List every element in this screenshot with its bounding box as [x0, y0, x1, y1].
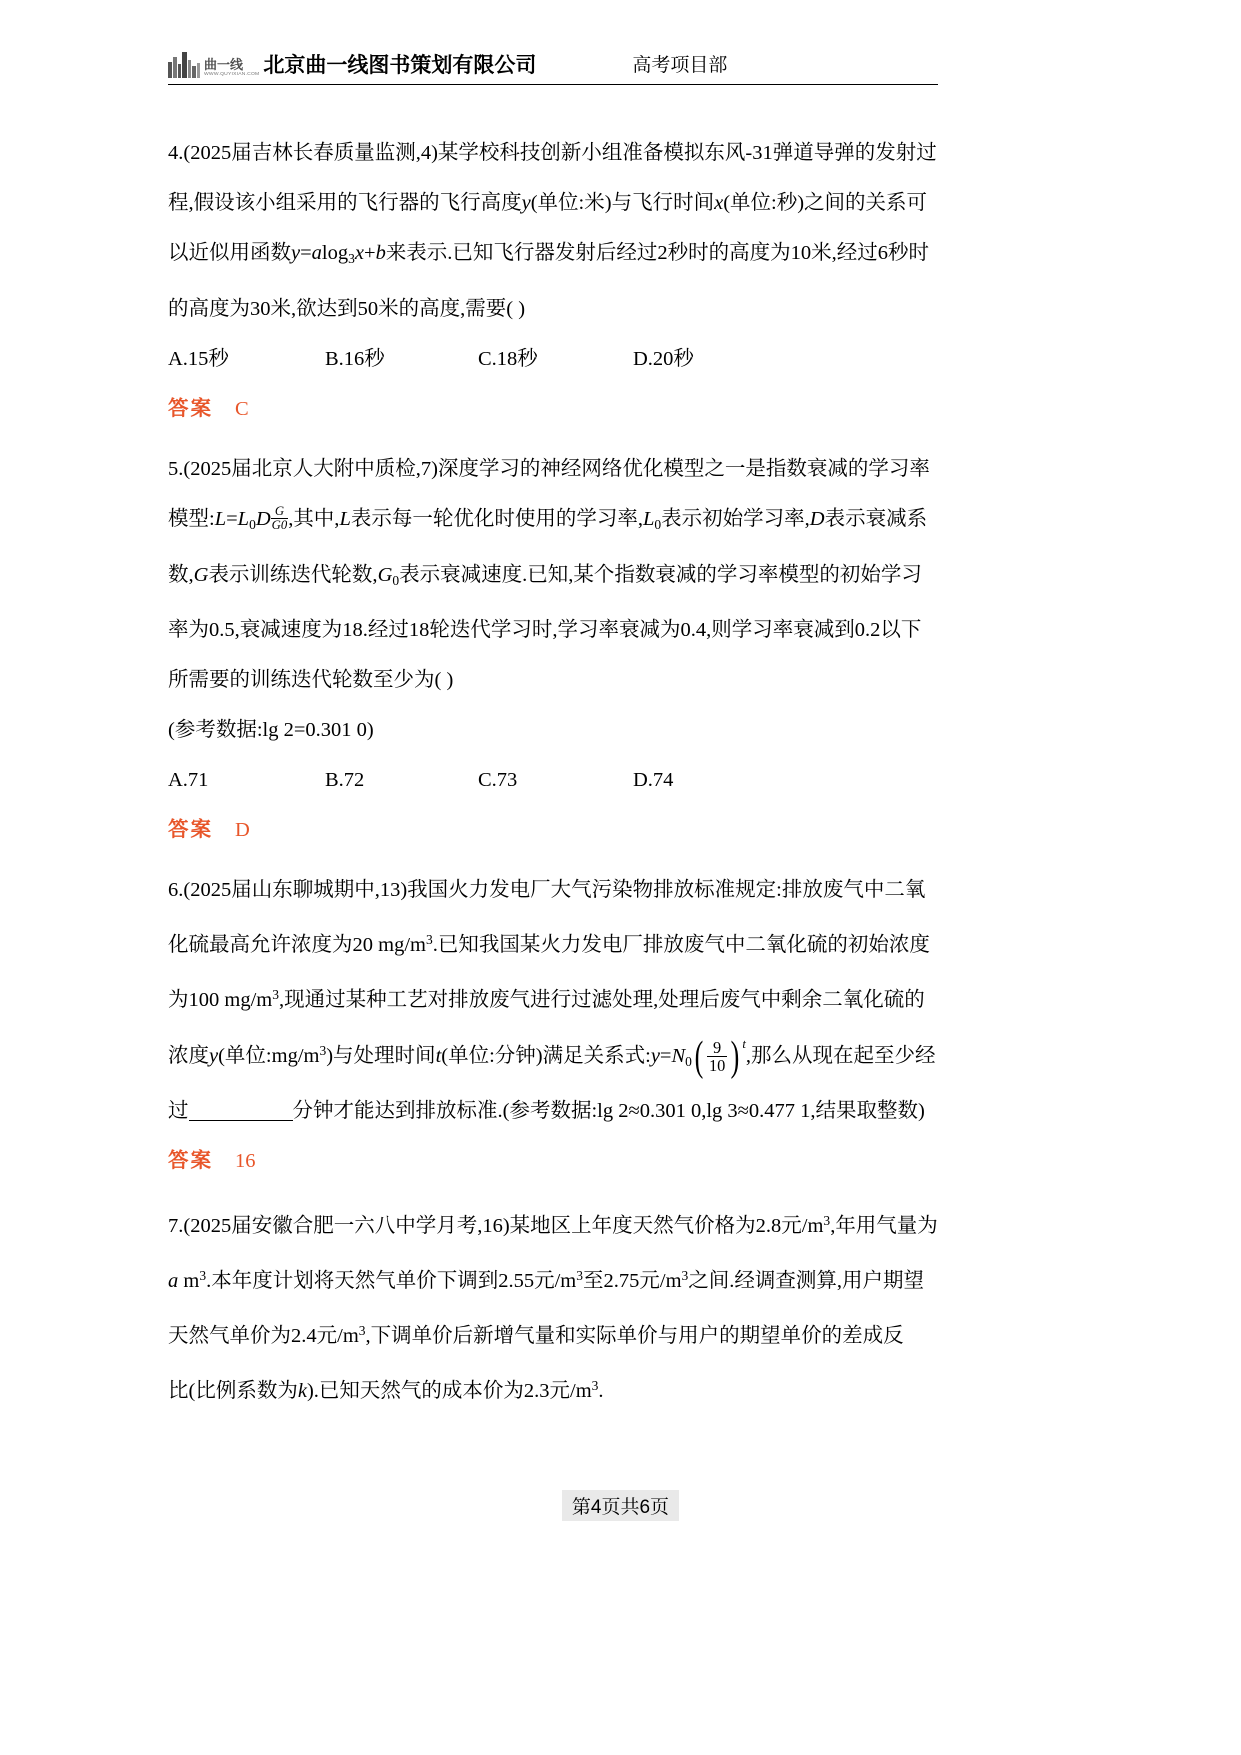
question-4-line-3	[168, 228, 958, 284]
q7-l2-text-b: m	[178, 1269, 200, 1292]
question-4-line-1: 4.(2025届吉林长春质量监测,4)某学校科技创新小组准备模拟东风-31弹道导弹的发射过	[168, 142, 937, 164]
question-6-line-1: 6.(2025届山东聊城期中,13)我国火力发电厂大气污染物排放标准规定:排放废气中二氧	[168, 879, 926, 902]
question-7-line-2	[168, 1251, 958, 1306]
question-4-line-2	[168, 178, 958, 228]
option-a[interactable]: A.71	[168, 769, 209, 792]
q4-f-plus: +	[364, 242, 376, 264]
q6-l4-cubic: 3	[319, 1042, 327, 1058]
question-5-answer	[168, 805, 958, 855]
q4-f-log: log	[321, 242, 349, 264]
q4-f-eq: =	[300, 242, 312, 264]
option-c[interactable]: C.73	[478, 769, 518, 792]
q5-f-exp-num: G	[274, 504, 285, 519]
logo-en-text: WWW.QUYIXIAN.COM	[204, 71, 260, 77]
left-paren: (	[694, 1033, 704, 1080]
q5-l3-text-a: 数,	[168, 563, 194, 586]
question-5-line-4: 率为0.5,衰减速度为18.经过18轮迭代学习时,学习率衰减为0.4,则学习率衰减到0.2以下	[168, 619, 922, 642]
question-5-options	[168, 755, 958, 805]
q4-formula	[291, 242, 386, 264]
q7-l2-cubic-2: 3	[576, 1268, 583, 1284]
q7-l4-cubic: 3	[591, 1377, 599, 1393]
question-4-line-4: 的高度为30米,欲达到50米的高度,需要( )	[168, 297, 526, 320]
question-4	[168, 128, 958, 434]
q4-f-y: y	[291, 242, 301, 264]
q6-f-N-sub: 0	[685, 1053, 692, 1069]
company-name: 北京曲一线图书策划有限公司	[263, 54, 537, 77]
answer-value: D	[235, 819, 250, 842]
q4-f-x: x	[354, 242, 364, 264]
answer-value: C	[235, 397, 249, 420]
q5-formula	[214, 504, 288, 532]
q7-var-a: a	[168, 1269, 179, 1292]
q7-l2-cubic-1: 3	[199, 1268, 207, 1284]
logo-cn-text: 曲一线	[204, 57, 244, 72]
q6-l4-text-b: (单位:mg/m	[218, 1044, 320, 1067]
q7-l4-text-b: ).已知天然气的成本价为2.3元/m	[306, 1379, 592, 1402]
q5-l2-text-a: 模型:	[168, 507, 215, 530]
answer-value: 16	[235, 1150, 256, 1173]
q6-l4-text-a: 浓度	[168, 1044, 209, 1067]
q6-f-exponent: t	[742, 1037, 746, 1052]
question-4-options	[168, 334, 958, 384]
q7-l3-text-b: ,下调单价后新增气量和实际单价与用户的期望单价的差成反	[365, 1324, 904, 1347]
q6-formula	[650, 1033, 746, 1080]
publisher-logo-wordmark	[204, 58, 259, 78]
option-b[interactable]: B.72	[325, 769, 365, 792]
answer-label: 答案	[168, 397, 213, 420]
q7-l2-text-e: 之间.经调查测算,用户期望	[688, 1269, 925, 1292]
question-6-line-5	[168, 1086, 958, 1136]
q6-l4-text-d: (单位:分钟)满足关系式:	[441, 1044, 651, 1067]
q6-l5-text-b: 分钟才能达到排放标准.(参考数据:lg 2≈0.301 0,lg 3≈0.477 1,结果取整数)	[292, 1100, 925, 1123]
q6-f-fraction	[706, 1039, 728, 1075]
q6-f-numerator: 9	[713, 1038, 722, 1058]
q4-l2-text-c: (单位:秒)之间的关系可	[723, 192, 928, 214]
question-6-line-4	[168, 1025, 958, 1087]
q6-l4-text-e: ,那么从现在起至少经	[745, 1044, 936, 1067]
q5-var-G0-sub: 0	[392, 572, 400, 588]
answer-label: 答案	[168, 819, 213, 842]
question-5	[168, 444, 958, 856]
q7-l2-text-d: 至2.75元/m	[583, 1269, 682, 1292]
question-7-line-3	[168, 1306, 958, 1361]
q5-l2-text-b: ,其中,	[288, 507, 340, 530]
q6-f-denominator: 10	[708, 1056, 726, 1076]
option-c[interactable]: C.18秒	[478, 347, 538, 370]
q7-l3-text-a: 天然气单价为2.4元/m	[168, 1324, 359, 1347]
page-header	[168, 52, 938, 85]
q5-var-G0: G	[377, 563, 393, 586]
q5-f-eq: =	[226, 507, 238, 530]
question-6-line-2	[168, 915, 958, 970]
question-6	[168, 865, 958, 1186]
q5-var-D: D	[809, 507, 825, 530]
question-5-line-5: 所需要的训练迭代轮数至少为( )	[168, 669, 454, 692]
option-d[interactable]: D.74	[633, 769, 674, 792]
q4-l3-text-a: 以近似用函数	[168, 242, 291, 264]
q5-l2-text-c: 表示每一轮优化时使用的学习率,	[350, 507, 643, 530]
q4-var-y: y	[521, 192, 531, 214]
q4-f-b: b	[375, 242, 386, 264]
right-paren: )	[730, 1033, 740, 1080]
answer-blank[interactable]	[189, 1120, 293, 1121]
q4-f-a: a	[311, 242, 322, 264]
q6-f-y: y	[650, 1044, 660, 1067]
question-4-answer	[168, 384, 958, 434]
question-6-line-3	[168, 970, 958, 1025]
q7-l1-text-b: ,年用气量为	[830, 1215, 938, 1238]
page-footer	[0, 1490, 1241, 1521]
q7-l3-cubic: 3	[358, 1322, 366, 1338]
q4-var-x: x	[714, 192, 724, 214]
q6-f-eq: =	[659, 1044, 672, 1067]
q4-l3-text-b: 来表示.已知飞行器发射后经过2秒时的高度为10米,经过6秒时	[385, 242, 930, 264]
q6-l2-cubic: 3	[425, 932, 433, 948]
q5-l2-text-d: 表示初始学习率,	[661, 507, 810, 530]
q7-l1-text-a: 7.(2025届安徽合肥一六八中学月考,16)某地区上年度天然气价格为2.8元/m	[168, 1215, 824, 1238]
q5-f-exponent-fraction	[271, 505, 289, 531]
q6-l3-text-a: 为100 mg/m	[168, 988, 273, 1011]
q5-var-L0: L	[642, 507, 655, 530]
question-7-line-4	[168, 1361, 958, 1416]
question-5-line-1: 5.(2025届北京人大附中质检,7)深度学习的神经网络优化模型之一是指数衰减的学习率	[168, 457, 930, 480]
q4-l2-text-b: (单位:米)与飞行时间	[530, 192, 715, 214]
q6-l5-text-a: 过	[168, 1100, 189, 1123]
q5-f-L: L	[214, 507, 227, 530]
q6-l2-text-b: .已知我国某火力发电厂排放废气中二氧化硫的初始浓度	[432, 934, 930, 957]
q5-var-L: L	[339, 507, 351, 530]
q5-f-L0-sub: 0	[249, 516, 256, 532]
q5-var-G: G	[193, 563, 209, 586]
question-6-answer	[168, 1136, 958, 1186]
document-body	[168, 128, 958, 1425]
q5-f-L0: L	[237, 507, 250, 530]
page-number: 第4页共6页	[562, 1490, 679, 1521]
q6-var-t: t	[435, 1044, 442, 1067]
q5-l2-text-e: 表示衰减系	[824, 507, 928, 530]
q5-f-exp-den: G0	[271, 517, 288, 532]
q7-l2-text-c: .本年度计划将天然气单价下调到2.55元/m	[206, 1269, 577, 1292]
q6-l3-cubic: 3	[272, 987, 279, 1003]
q4-l2-text-a: 程,假设该小组采用的飞行器的飞行高度	[168, 192, 522, 214]
option-a[interactable]: A.15秒	[168, 347, 229, 370]
q7-l4-text-c: .	[598, 1379, 604, 1402]
q7-l2-cubic-3: 3	[681, 1268, 689, 1284]
q6-f-paren-fraction	[692, 1033, 742, 1080]
question-7-line-1	[168, 1196, 958, 1251]
q6-var-y: y	[209, 1044, 219, 1067]
department-name: 高考项目部	[632, 55, 728, 76]
q7-var-k: k	[297, 1379, 307, 1402]
question-5-line-2	[168, 494, 958, 550]
q5-l3-text-c: 表示衰减速度.已知,某个指数衰减的学习率模型的初始学习	[399, 563, 922, 586]
option-b[interactable]: B.16秒	[325, 347, 385, 370]
publisher-logo-icon	[168, 52, 202, 78]
answer-label: 答案	[168, 1150, 213, 1173]
q7-l4-text-a: 比(比例系数为	[168, 1379, 298, 1402]
q5-f-D: D	[255, 507, 271, 530]
q5-var-L0-sub: 0	[654, 516, 662, 532]
question-7	[168, 1196, 958, 1415]
q5-l3-text-b: 表示训练迭代轮数,	[208, 563, 378, 586]
q6-l3-text-b: ,现通过某种工艺对排放废气进行过滤处理,处理后废气中剩余二氧化硫的	[278, 988, 925, 1011]
q4-f-base: 3	[348, 250, 355, 266]
q6-l2-text-a: 化硫最高允许浓度为20 mg/m	[168, 934, 426, 957]
q7-l1-cubic: 3	[823, 1213, 831, 1229]
option-d[interactable]: D.20秒	[633, 347, 694, 370]
q6-f-N: N	[671, 1044, 686, 1067]
question-5-reference-data: (参考数据:lg 2=0.301 0)	[168, 719, 374, 742]
q6-l4-text-c: )与处理时间	[326, 1044, 436, 1067]
question-5-line-3	[168, 550, 958, 606]
